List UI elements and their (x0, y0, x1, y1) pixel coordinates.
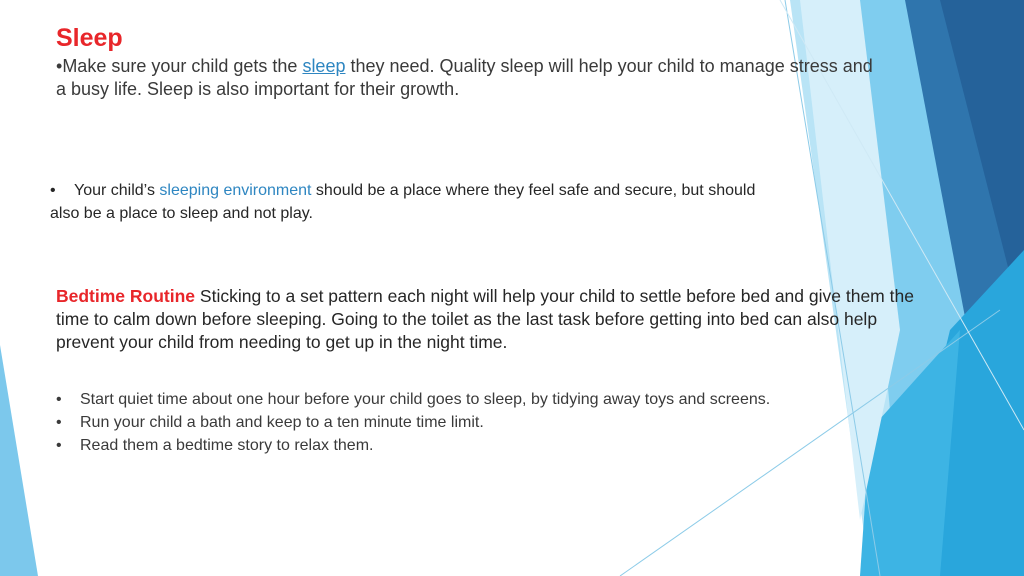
list-item (56, 434, 776, 457)
bedtime-routine-paragraph (56, 285, 926, 354)
tip-text: Run your child a bath and keep to a ten minute time limit. (80, 414, 484, 431)
bedtime-routine-body: Sticking to a set pattern each night will help your child to settle before bed and give them the time to calm down before sleeping. Going to the toilet as the last task before getting into bed can also help prevent your child from needing to get up in the night time. (56, 286, 914, 352)
bedtime-routine-heading: Bedtime Routine (56, 286, 196, 306)
tip-text: Start quiet time about one hour before your child goes to sleep, by tidying away toys and screens. (80, 391, 771, 408)
tip-bullet: • (56, 414, 62, 431)
sleep-intro (56, 55, 886, 101)
env-bullet: • (50, 182, 56, 199)
bedtime-tips-list (56, 388, 776, 457)
env-text-end: should be a place where they feel safe and secure, but should also be a place to sleep and not play. (50, 182, 756, 222)
tip-bullet: • (56, 391, 62, 408)
intro-text-end: they need. Quality sleep will help your child to manage stress and a busy life. Sleep is also important for their growth. (56, 56, 873, 99)
intro-text-start: Make sure your child gets the (62, 56, 303, 76)
sleep-link[interactable]: sleep (302, 56, 346, 76)
sleep-title: Sleep (56, 24, 123, 52)
tip-text: Read them a bedtime story to relax them. (80, 437, 374, 454)
sleeping-environment-link[interactable]: sleeping environment (159, 182, 312, 199)
env-text-start: Your child’s (74, 182, 160, 199)
tip-bullet: • (56, 437, 62, 454)
list-item (56, 388, 776, 411)
list-item (56, 411, 776, 434)
sleeping-environment-paragraph (50, 179, 770, 225)
intro-bullet: • (56, 56, 63, 76)
